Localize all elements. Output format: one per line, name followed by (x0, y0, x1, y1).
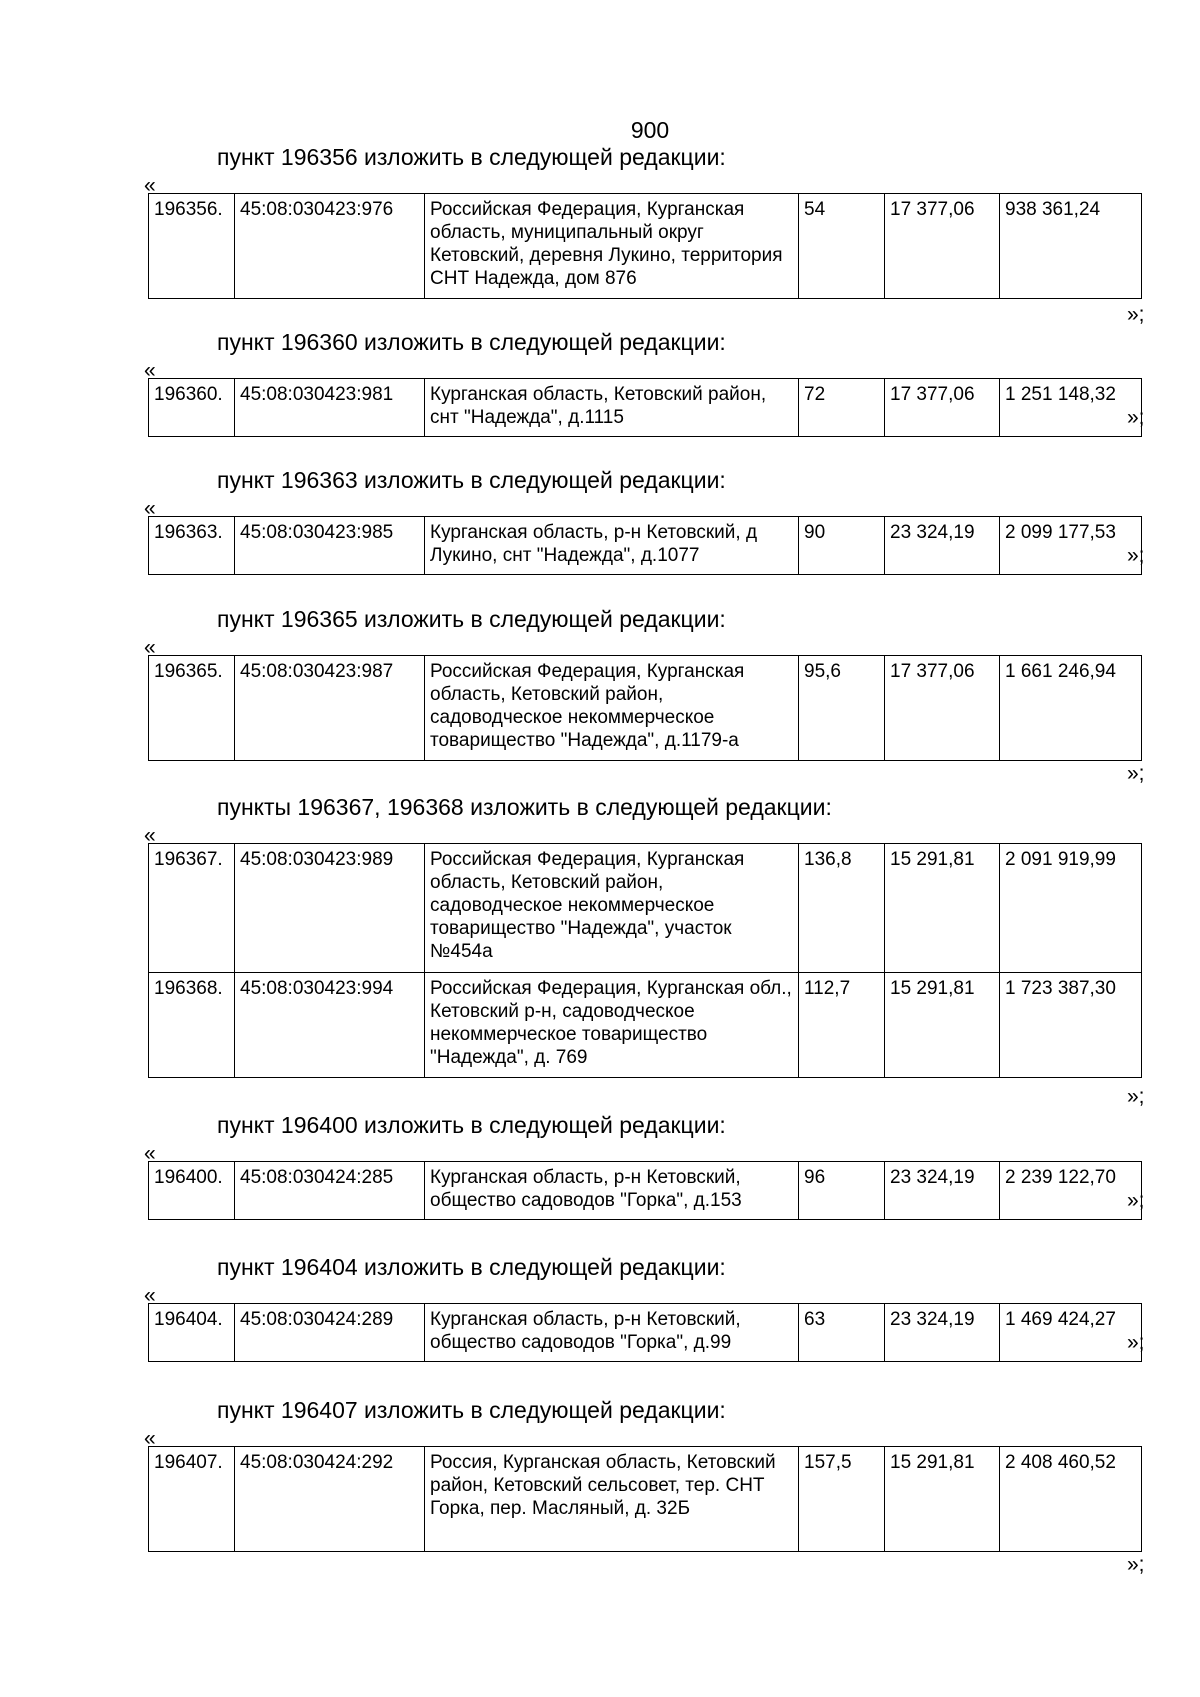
item-number-cell: 196363. (149, 517, 235, 575)
opening-quote: « (144, 1142, 156, 1165)
address-cell: Россия, Курганская область, Кетовский район, Кетовский сельсовет, тер. СНТ Горка, пер. Масляный, д. 32Б (425, 1447, 799, 1552)
cadastral-number-cell: 45:08:030423:989 (235, 844, 425, 973)
table-row (149, 1304, 1142, 1362)
closing-quote: »; (1127, 406, 1145, 429)
amendment-instruction: пункт 196356 изложить в следующей редакции: (217, 144, 726, 170)
cadastral-number-cell: 45:08:030423:976 (235, 194, 425, 299)
unit-value-cell: 15 291,81 (885, 1447, 1000, 1552)
address-cell: Курганская область, р-н Кетовский, общество садоводов "Горка", д.99 (425, 1304, 799, 1362)
item-number-cell: 196404. (149, 1304, 235, 1362)
table-row (149, 379, 1142, 437)
table-row (149, 1162, 1142, 1220)
amendment-table (148, 193, 1142, 299)
unit-value-cell: 17 377,06 (885, 379, 1000, 437)
table-row (149, 1447, 1142, 1552)
item-number-cell: 196400. (149, 1162, 235, 1220)
item-number-cell: 196356. (149, 194, 235, 299)
opening-quote: « (144, 359, 156, 382)
table-row (149, 517, 1142, 575)
cadastral-value-cell: 2 239 122,70 (1000, 1162, 1142, 1220)
cadastral-number-cell: 45:08:030423:985 (235, 517, 425, 575)
cadastral-value-cell: 2 099 177,53 (1000, 517, 1142, 575)
item-number-cell: 196360. (149, 379, 235, 437)
cadastral-value-cell: 938 361,24 (1000, 194, 1142, 299)
unit-value-cell: 23 324,19 (885, 517, 1000, 575)
cadastral-value-cell: 1 469 424,27 (1000, 1304, 1142, 1362)
cadastral-number-cell: 45:08:030424:292 (235, 1447, 425, 1552)
amendment-instruction: пункт 196363 изложить в следующей редакции: (217, 467, 726, 493)
opening-quote: « (144, 497, 156, 520)
item-number-cell: 196368. (149, 973, 235, 1078)
closing-quote: »; (1127, 1331, 1145, 1354)
unit-value-cell: 23 324,19 (885, 1162, 1000, 1220)
closing-quote: »; (1127, 762, 1145, 785)
closing-quote: »; (1127, 303, 1145, 326)
cadastral-number-cell: 45:08:030424:285 (235, 1162, 425, 1220)
amendment-table (148, 1303, 1142, 1362)
unit-value-cell: 17 377,06 (885, 656, 1000, 761)
unit-value-cell: 15 291,81 (885, 844, 1000, 973)
table-row (149, 973, 1142, 1078)
table-row (149, 656, 1142, 761)
closing-quote: »; (1127, 1085, 1145, 1108)
amendment-table (148, 378, 1142, 437)
area-cell: 96 (799, 1162, 885, 1220)
area-cell: 72 (799, 379, 885, 437)
amendment-table (148, 655, 1142, 761)
amendment-table (148, 1161, 1142, 1220)
cadastral-number-cell: 45:08:030423:981 (235, 379, 425, 437)
amendment-instruction: пункт 196360 изложить в следующей редакции: (217, 329, 726, 355)
page-number: 900 (630, 117, 670, 143)
item-number-cell: 196367. (149, 844, 235, 973)
closing-quote: »; (1127, 1553, 1145, 1576)
opening-quote: « (144, 1427, 156, 1450)
area-cell: 54 (799, 194, 885, 299)
amendment-instruction: пункт 196407 изложить в следующей редакции: (217, 1397, 726, 1423)
address-cell: Российская Федерация, Курганская область, Кетовский район, садоводческое некоммерческое товарищество "Надежда", участок №454а (425, 844, 799, 973)
unit-value-cell: 23 324,19 (885, 1304, 1000, 1362)
area-cell: 95,6 (799, 656, 885, 761)
address-cell: Курганская область, р-н Кетовский, д Лукино, снт "Надежда", д.1077 (425, 517, 799, 575)
cadastral-number-cell: 45:08:030423:987 (235, 656, 425, 761)
amendment-instruction: пункт 196400 изложить в следующей редакции: (217, 1112, 726, 1138)
opening-quote: « (144, 636, 156, 659)
cadastral-value-cell: 1 251 148,32 (1000, 379, 1142, 437)
address-cell: Российская Федерация, Курганская обл., Кетовский р-н, садоводческое некоммерческое товарищество "Надежда", д. 769 (425, 973, 799, 1078)
cadastral-value-cell: 1 661 246,94 (1000, 656, 1142, 761)
item-number-cell: 196365. (149, 656, 235, 761)
item-number-cell: 196407. (149, 1447, 235, 1552)
opening-quote: « (144, 174, 156, 197)
area-cell: 90 (799, 517, 885, 575)
amendment-instruction: пункты 196367, 196368 изложить в следующей редакции: (217, 794, 832, 820)
unit-value-cell: 17 377,06 (885, 194, 1000, 299)
amendment-table (148, 1446, 1142, 1552)
area-cell: 157,5 (799, 1447, 885, 1552)
address-cell: Российская Федерация, Курганская область, муниципальный округ Кетовский, деревня Лукино, территория СНТ Надежда, дом 876 (425, 194, 799, 299)
amendment-instruction: пункт 196365 изложить в следующей редакции: (217, 606, 726, 632)
unit-value-cell: 15 291,81 (885, 973, 1000, 1078)
amendment-table (148, 516, 1142, 575)
table-row (149, 844, 1142, 973)
cadastral-number-cell: 45:08:030424:289 (235, 1304, 425, 1362)
address-cell: Курганская область, Кетовский район, снт "Надежда", д.1115 (425, 379, 799, 437)
area-cell: 63 (799, 1304, 885, 1362)
area-cell: 112,7 (799, 973, 885, 1078)
opening-quote: « (144, 824, 156, 847)
amendment-table (148, 843, 1142, 1078)
cadastral-value-cell: 1 723 387,30 (1000, 973, 1142, 1078)
address-cell: Курганская область, р-н Кетовский, общество садоводов "Горка", д.153 (425, 1162, 799, 1220)
opening-quote: « (144, 1284, 156, 1307)
cadastral-value-cell: 2 091 919,99 (1000, 844, 1142, 973)
area-cell: 136,8 (799, 844, 885, 973)
amendment-instruction: пункт 196404 изложить в следующей редакции: (217, 1254, 726, 1280)
closing-quote: »; (1127, 1189, 1145, 1212)
address-cell: Российская Федерация, Курганская область, Кетовский район, садоводческое некоммерческое товарищество "Надежда", д.1179-а (425, 656, 799, 761)
cadastral-value-cell: 2 408 460,52 (1000, 1447, 1142, 1552)
closing-quote: »; (1127, 544, 1145, 567)
table-row (149, 194, 1142, 299)
cadastral-number-cell: 45:08:030423:994 (235, 973, 425, 1078)
